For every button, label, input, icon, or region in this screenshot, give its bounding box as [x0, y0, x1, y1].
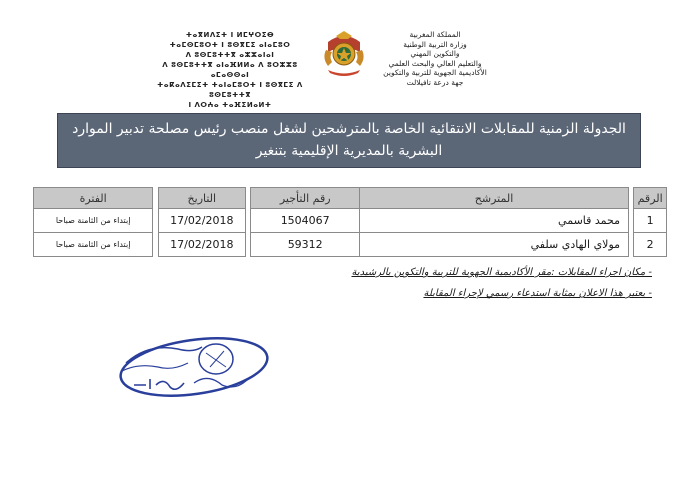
table-row	[34, 233, 667, 257]
col-header-period: الفترة	[34, 188, 153, 209]
header-line: ⵜⴰⵎⵙⵎⵓⵔⵜ ⵏ ⵓⵙⴳⵎⵉ ⴰⵏⴰⵎⵓⵔ	[169, 41, 291, 49]
interview-period: إبتداء من الثامنة صباحا	[34, 209, 153, 233]
title-line-1: الجدولة الزمنية للمقابلات الانتقائية الخاصة بالمترشحين لشغل منصب رئيس مصلحة تدبير الموارد	[72, 121, 626, 137]
interview-period: إبتداء من الثامنة صباحا	[34, 233, 153, 257]
header-line: ⴷ ⵓⵙⵎⵓⵜⵜⴳ ⴰⵏⴰⴼⵍⵍⴰ ⴷ ⵓⵔⵣⵣⵓ ⴰⵎⴰⵙⵙⴰⵏ	[162, 61, 298, 79]
interview-date: 17/02/2018	[158, 209, 246, 233]
header-line: ⵜⴰⴳⵍⴷⵉⵜ ⵏ ⵍⵎⵖⵔⵉⴱ	[185, 31, 275, 39]
header-line: الأكاديمية الجهوية للتربية والتكوين	[383, 68, 487, 77]
header-line: والتعليم العالي والبحث العلمي	[388, 58, 482, 68]
official-stamp-signature-icon	[98, 333, 278, 403]
ministry-header-arabic	[360, 30, 510, 87]
candidate-name: محمد قاسمي	[360, 209, 629, 233]
header-line: ⴷ ⵓⵙⵎⵓⵜⵜⴳ ⴰⵣⵣⴰⵏⴰⵏ	[185, 51, 275, 59]
note-official-notice: - يعتبر هذا الاعلان بمثابة استدعاء رسمي لإجراء المقابلة	[423, 288, 652, 299]
note-interview-location: - مكان اجراء المقابلات :مقر الأكاديمية الجهوية للتربية والتكوين بالرشيدية	[351, 267, 652, 278]
registration-number: 59312	[251, 233, 360, 257]
row-number: 1	[634, 209, 667, 233]
header-line: المملكة المغربية	[409, 30, 461, 39]
registration-number: 1504067	[251, 209, 360, 233]
ministry-header-tifinagh	[150, 30, 310, 110]
row-number: 2	[634, 233, 667, 257]
col-header-date: التاريخ	[158, 188, 246, 209]
notes-section	[351, 262, 652, 304]
interview-date: 17/02/2018	[158, 233, 246, 257]
header-line: جهة درعة تافيلالت	[406, 77, 464, 87]
header-line: والتكوين المهني	[410, 49, 460, 58]
candidates-table	[33, 187, 667, 257]
col-header-candidate: المترشح	[360, 188, 629, 209]
candidate-name: مولاي الهادي سلفي	[360, 233, 629, 257]
header-line: ⵏ ⴷⵔⵄⴰ ⵜⴰⴼⵉⵍⴰⵍⵜ	[188, 101, 272, 109]
document-title	[57, 113, 641, 168]
moroccan-coat-of-arms-icon	[318, 28, 370, 78]
title-line-2: البشرية بالمديرية الإقليمية بتنغير	[255, 143, 443, 159]
table-header-row	[34, 188, 667, 209]
header-line: وزارة التربية الوطنية	[403, 39, 467, 49]
header-line: ⵜⴰⴽⴰⴷⵉⵎⵉⵜ ⵜⴰⵏⴰⵎⵓⵔⵜ ⵏ ⵓⵙⴳⵎⵉ ⴷ ⵓⵙⵎⵓⵜⵜⴳ	[157, 81, 303, 99]
col-header-number: الرقم	[634, 188, 667, 209]
col-header-registration: رقم التأجير	[251, 188, 360, 209]
table-row	[34, 209, 667, 233]
